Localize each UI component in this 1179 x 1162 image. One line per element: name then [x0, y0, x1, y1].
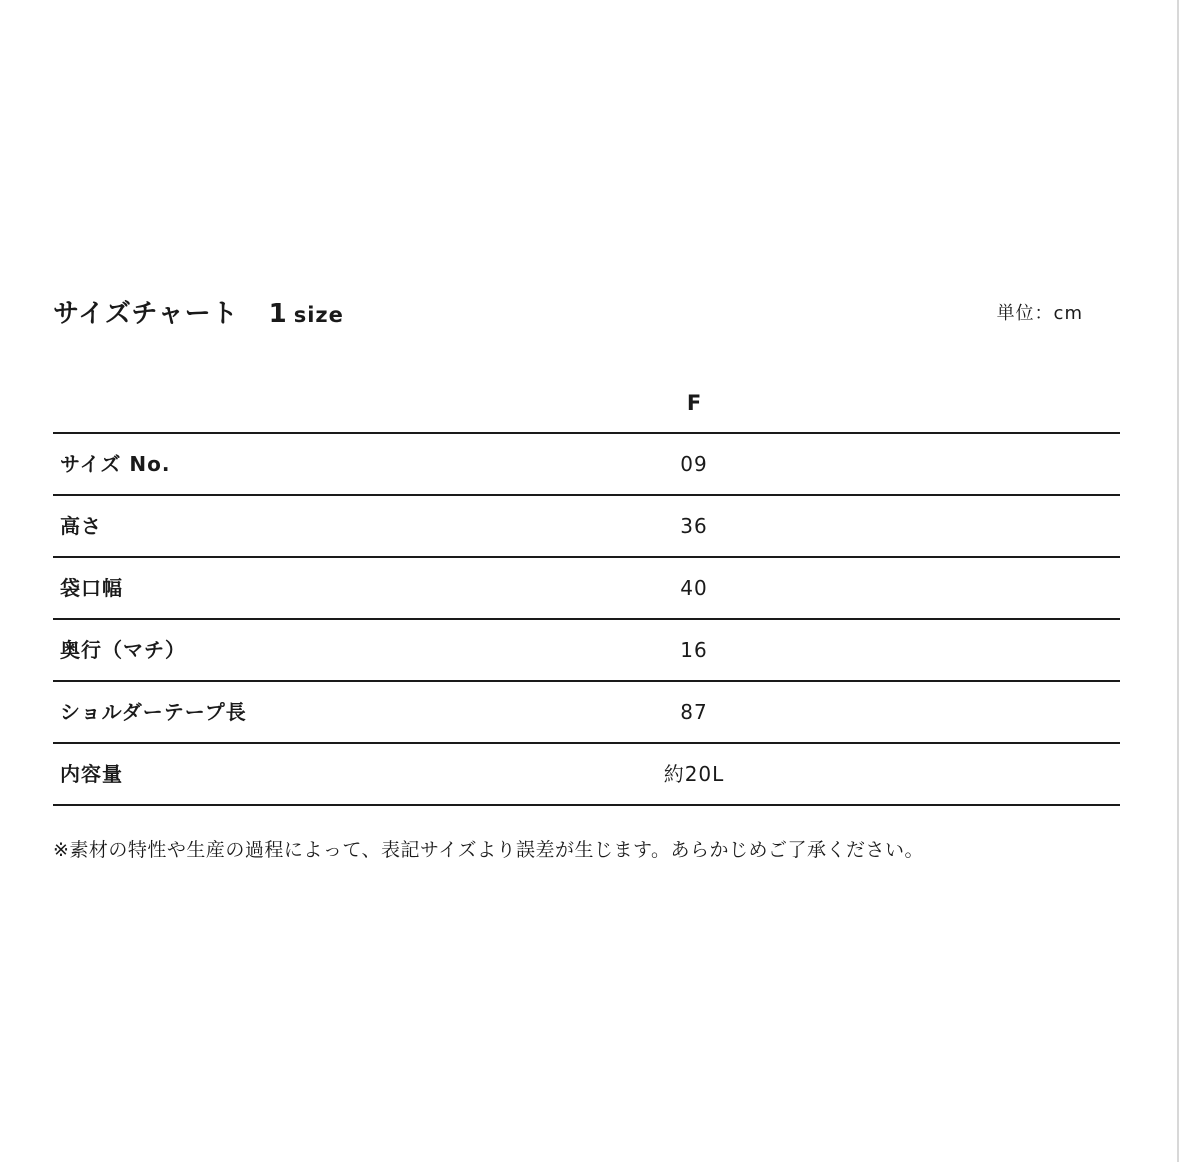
row-label: 袋口幅 [60, 576, 123, 600]
row-value: 40 [680, 576, 708, 600]
row-value: 16 [680, 638, 708, 662]
size-word: size [293, 303, 344, 327]
row-value: 36 [680, 514, 708, 538]
row-label: サイズ No. [60, 452, 171, 476]
disclaimer-note: ※素材の特性や生産の過程によって、表記サイズより誤差が生じます。あらかじめご了承ください。 [53, 839, 925, 861]
size-count: 1 [268, 299, 288, 329]
page-title [53, 296, 344, 333]
column-header-text: F [686, 391, 702, 415]
table-row-capacity [53, 744, 1120, 806]
table-row-size-no [53, 434, 1120, 496]
table-column-header-row [53, 372, 1120, 434]
size-table [53, 372, 1120, 806]
table-row-opening-width [53, 558, 1120, 620]
title-text: サイズチャート [53, 299, 239, 329]
unit-label: 単位：cm [996, 303, 1083, 324]
row-value: 約20L [663, 762, 725, 786]
row-label: 奥行（マチ） [60, 638, 186, 662]
table-row-shoulder-strap-length [53, 682, 1120, 744]
row-label: 高さ [60, 514, 102, 538]
size-chart-header [53, 296, 1083, 336]
table-row-depth [53, 620, 1120, 682]
row-label: 内容量 [60, 762, 123, 786]
row-value: 09 [680, 452, 708, 476]
row-value: 87 [680, 700, 708, 724]
table-row-height [53, 496, 1120, 558]
row-label: ショルダーテープ長 [60, 700, 247, 724]
